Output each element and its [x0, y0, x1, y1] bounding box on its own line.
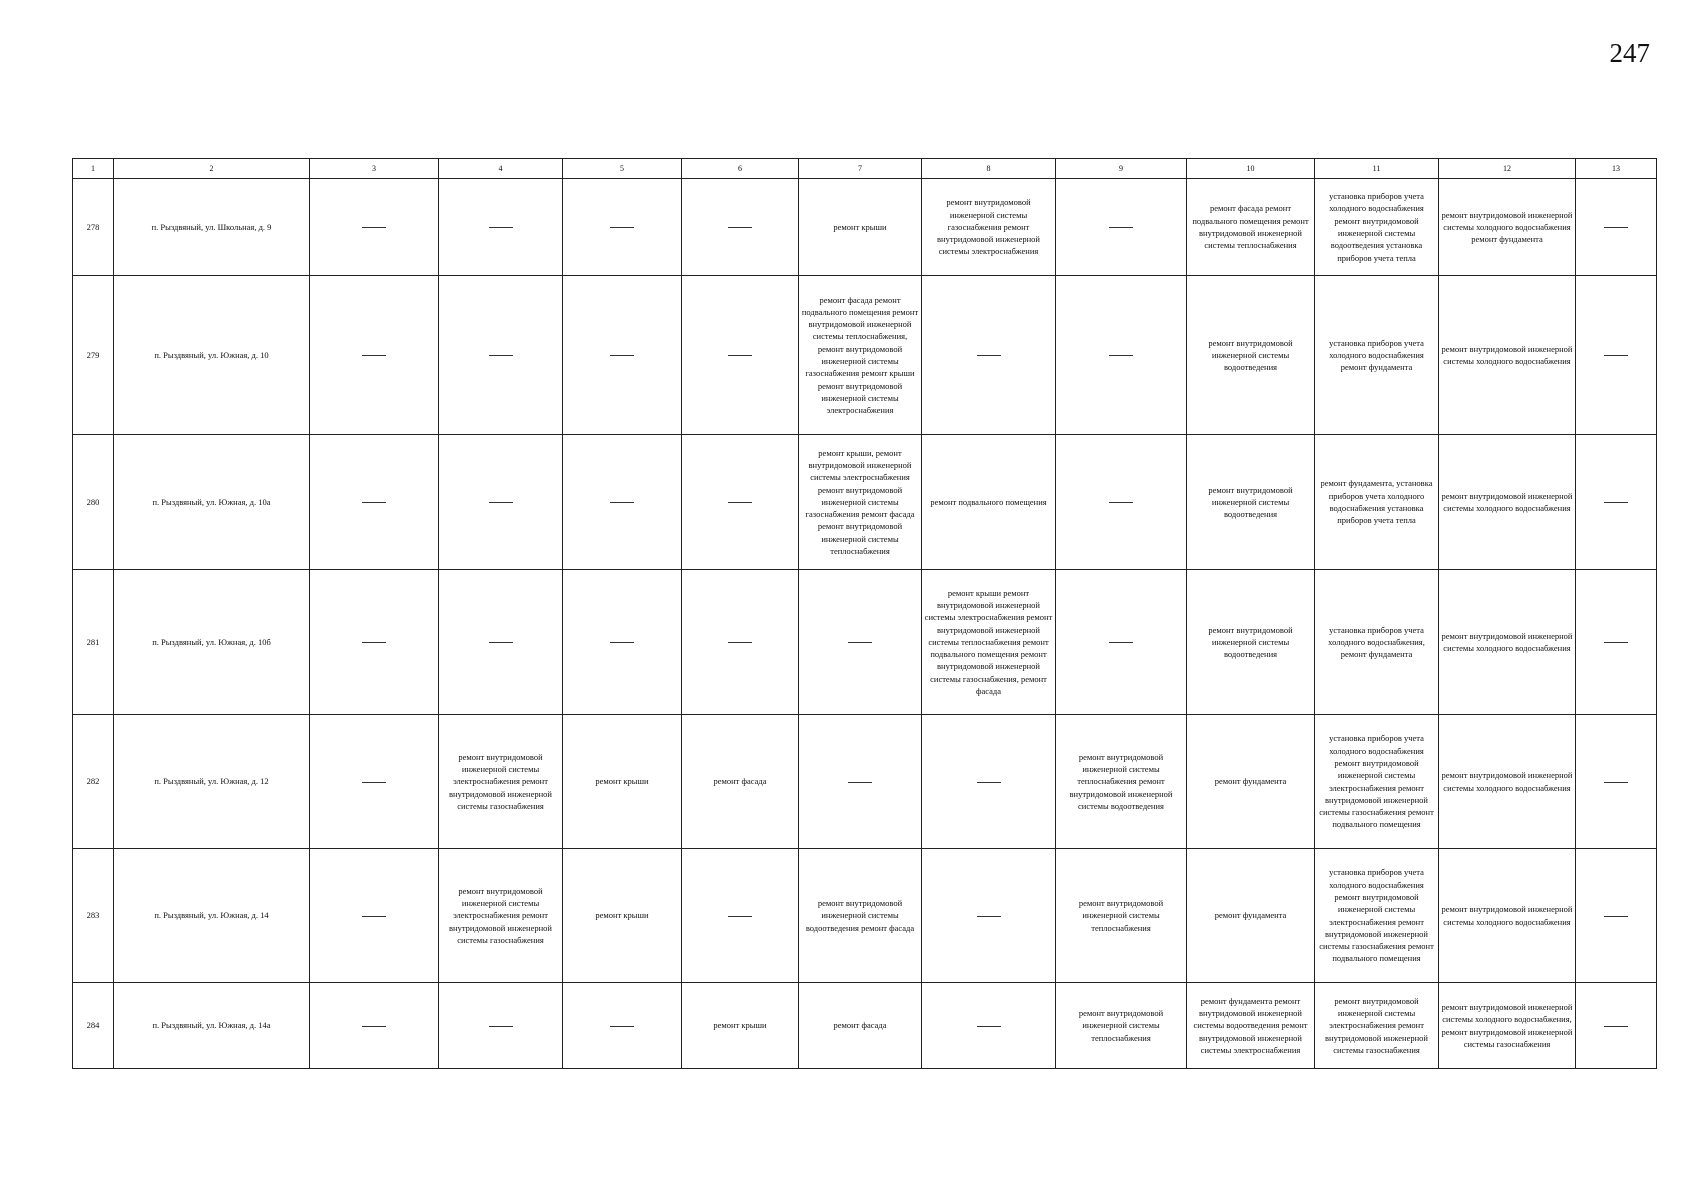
work-cell	[799, 715, 922, 849]
table-row	[73, 570, 1657, 715]
work-cell: ремонт внутридомовой инженерной системы водоотведения ремонт фасада	[799, 849, 922, 983]
work-cell	[563, 276, 682, 435]
dash-mark	[977, 782, 1001, 783]
work-cell: ремонт внутридомовой инженерной системы электроснабжения ремонт внутридомовой инженерной системы газоснабжения	[439, 715, 563, 849]
work-cell: установка приборов учета холодного водоснабжения ремонт внутридомовой инженерной системы водоотведения установка приборов учета тепла	[1315, 179, 1439, 276]
dash-mark	[610, 502, 634, 503]
work-cell	[922, 276, 1056, 435]
dash-mark	[489, 1026, 513, 1027]
dash-mark	[362, 642, 386, 643]
work-cell	[310, 435, 439, 570]
work-cell	[1576, 179, 1657, 276]
row-number: 280	[73, 435, 114, 570]
table-row	[73, 276, 1657, 435]
dash-mark	[1109, 355, 1133, 356]
work-cell	[682, 849, 799, 983]
header-cell: 4	[439, 159, 563, 179]
header-cell: 8	[922, 159, 1056, 179]
dash-mark	[362, 916, 386, 917]
work-cell	[563, 435, 682, 570]
dash-mark	[977, 916, 1001, 917]
work-cell	[1056, 276, 1187, 435]
dash-mark	[489, 227, 513, 228]
work-cell	[310, 849, 439, 983]
dash-mark	[1604, 1026, 1628, 1027]
dash-mark	[489, 502, 513, 503]
work-cell: ремонт внутридомовой инженерной системы холодного водоснабжения	[1439, 435, 1576, 570]
work-cell	[439, 983, 563, 1069]
address-cell: п. Рыздвяный, ул. Южная, д. 10б	[114, 570, 310, 715]
work-cell	[682, 435, 799, 570]
header-cell: 10	[1187, 159, 1315, 179]
work-cell: ремонт крыши	[563, 849, 682, 983]
dash-mark	[362, 502, 386, 503]
work-cell: ремонт внутридомовой инженерной системы теплоснабжения ремонт внутридомовой инженерной системы водоотведения	[1056, 715, 1187, 849]
dash-mark	[1109, 227, 1133, 228]
header-cell: 9	[1056, 159, 1187, 179]
dash-mark	[489, 355, 513, 356]
work-cell: ремонт фундамента ремонт внутридомовой инженерной системы водоотведения ремонт внутридомовой инженерной системы электроснабжения	[1187, 983, 1315, 1069]
work-cell	[1576, 715, 1657, 849]
header-cell: 3	[310, 159, 439, 179]
work-cell	[799, 570, 922, 715]
work-cell	[310, 179, 439, 276]
header-cell: 12	[1439, 159, 1576, 179]
work-cell	[1056, 435, 1187, 570]
page-number: 247	[1609, 38, 1650, 68]
dash-mark	[610, 642, 634, 643]
dash-mark	[489, 642, 513, 643]
address-cell: п. Рыздвяный, ул. Южная, д. 14а	[114, 983, 310, 1069]
dash-mark	[362, 355, 386, 356]
work-cell: ремонт крыши ремонт внутридомовой инженерной системы электроснабжения ремонт внутридомовой инженерной системы теплоснабжения ремонт подвального помещения ремонт внутридомовой инженерной системы газоснабжения, ремонт фасада	[922, 570, 1056, 715]
dash-mark	[362, 1026, 386, 1027]
work-cell	[563, 570, 682, 715]
header-cell: 13	[1576, 159, 1657, 179]
work-cell: ремонт внутридомовой инженерной системы водоотведения	[1187, 570, 1315, 715]
table-row	[73, 179, 1657, 276]
work-cell: ремонт внутридомовой инженерной системы электроснабжения ремонт внутридомовой инженерной системы газоснабжения	[1315, 983, 1439, 1069]
work-cell: ремонт внутридомовой инженерной системы холодного водоснабжения	[1439, 849, 1576, 983]
address-cell: п. Рыздвяный, ул. Школьная, д. 9	[114, 179, 310, 276]
work-cell	[439, 435, 563, 570]
work-cell: ремонт фундамента	[1187, 849, 1315, 983]
address-cell: п. Рыздвяный, ул. Южная, д. 14	[114, 849, 310, 983]
table-row	[73, 849, 1657, 983]
work-cell: ремонт внутридомовой инженерной системы холодного водоснабжения	[1439, 570, 1576, 715]
work-cell: ремонт фундамента	[1187, 715, 1315, 849]
dash-mark	[848, 642, 872, 643]
work-cell	[563, 179, 682, 276]
dash-mark	[1604, 642, 1628, 643]
dash-mark	[1604, 782, 1628, 783]
work-cell	[1576, 570, 1657, 715]
dash-mark	[610, 355, 634, 356]
work-cell	[310, 983, 439, 1069]
work-cell	[439, 179, 563, 276]
work-cell	[439, 276, 563, 435]
work-cell: ремонт фасада ремонт подвального помещения ремонт внутридомовой инженерной системы теплоснабжения	[1187, 179, 1315, 276]
work-cell	[1576, 435, 1657, 570]
dash-mark	[977, 1026, 1001, 1027]
work-cell	[1056, 179, 1187, 276]
header-cell: 5	[563, 159, 682, 179]
table-row	[73, 983, 1657, 1069]
address-cell: п. Рыздвяный, ул. Южная, д. 12	[114, 715, 310, 849]
work-cell	[682, 570, 799, 715]
work-cell	[682, 276, 799, 435]
work-cell	[310, 715, 439, 849]
table-row	[73, 715, 1657, 849]
work-cell: ремонт внутридомовой инженерной системы электроснабжения ремонт внутридомовой инженерной системы газоснабжения	[439, 849, 563, 983]
dash-mark	[1604, 227, 1628, 228]
table-row	[73, 435, 1657, 570]
row-number: 281	[73, 570, 114, 715]
work-cell: установка приборов учета холодного водоснабжения ремонт фундамента	[1315, 276, 1439, 435]
header-cell: 6	[682, 159, 799, 179]
work-cell: ремонт внутридомовой инженерной системы газоснабжения ремонт внутридомовой инженерной системы электроснабжения	[922, 179, 1056, 276]
work-cell: ремонт внутридомовой инженерной системы теплоснабжения	[1056, 983, 1187, 1069]
work-cell	[922, 715, 1056, 849]
dash-mark	[1604, 355, 1628, 356]
work-cell: ремонт крыши	[563, 715, 682, 849]
work-cell: установка приборов учета холодного водоснабжения ремонт внутридомовой инженерной системы электроснабжения ремонт внутридомовой инженерной системы газоснабжения ремонт подвального помещения	[1315, 849, 1439, 983]
work-cell: ремонт внутридомовой инженерной системы водоотведения	[1187, 276, 1315, 435]
work-cell: ремонт крыши	[799, 179, 922, 276]
dash-mark	[728, 916, 752, 917]
row-number: 283	[73, 849, 114, 983]
work-cell: ремонт фасада	[682, 715, 799, 849]
header-cell: 2	[114, 159, 310, 179]
capital-repair-table	[72, 158, 1657, 1069]
work-cell	[310, 276, 439, 435]
header-cell: 11	[1315, 159, 1439, 179]
work-cell	[310, 570, 439, 715]
work-cell: установка приборов учета холодного водоснабжения ремонт внутридомовой инженерной системы электроснабжения ремонт внутридомовой инженерной системы газоснабжения ремонт подвального помещения	[1315, 715, 1439, 849]
header-cell: 7	[799, 159, 922, 179]
dash-mark	[610, 227, 634, 228]
work-cell: ремонт крыши, ремонт внутридомовой инженерной системы электроснабжения ремонт внутридомовой инженерной системы газоснабжения ремонт фасада ремонт внутридомовой инженерной системы теплоснабжения	[799, 435, 922, 570]
address-cell: п. Рыздвяный, ул. Южная, д. 10	[114, 276, 310, 435]
dash-mark	[362, 227, 386, 228]
dash-mark	[1604, 502, 1628, 503]
work-cell: ремонт фундамента, установка приборов учета холодного водоснабжения установка приборов учета тепла	[1315, 435, 1439, 570]
row-number: 282	[73, 715, 114, 849]
row-number: 284	[73, 983, 114, 1069]
work-cell: ремонт крыши	[682, 983, 799, 1069]
address-cell: п. Рыздвяный, ул. Южная, д. 10а	[114, 435, 310, 570]
work-cell	[1056, 570, 1187, 715]
work-cell: ремонт подвального помещения	[922, 435, 1056, 570]
dash-mark	[728, 502, 752, 503]
row-number: 278	[73, 179, 114, 276]
work-cell: установка приборов учета холодного водоснабжения, ремонт фундамента	[1315, 570, 1439, 715]
work-cell: ремонт внутридомовой инженерной системы холодного водоснабжения ремонт фундамента	[1439, 179, 1576, 276]
dash-mark	[1109, 502, 1133, 503]
work-cell	[1576, 849, 1657, 983]
dash-mark	[728, 227, 752, 228]
row-number: 279	[73, 276, 114, 435]
header-row	[73, 159, 1657, 179]
dash-mark	[1604, 916, 1628, 917]
dash-mark	[977, 355, 1001, 356]
dash-mark	[848, 782, 872, 783]
work-cell: ремонт внутридомовой инженерной системы холодного водоснабжения	[1439, 276, 1576, 435]
work-cell	[922, 849, 1056, 983]
work-cell	[1576, 983, 1657, 1069]
work-cell	[922, 983, 1056, 1069]
work-cell	[439, 570, 563, 715]
dash-mark	[610, 1026, 634, 1027]
dash-mark	[728, 355, 752, 356]
dash-mark	[728, 642, 752, 643]
work-cell	[682, 179, 799, 276]
work-cell	[1576, 276, 1657, 435]
work-cell: ремонт внутридомовой инженерной системы водоотведения	[1187, 435, 1315, 570]
dash-mark	[362, 782, 386, 783]
work-cell: ремонт внутридомовой инженерной системы теплоснабжения	[1056, 849, 1187, 983]
dash-mark	[1109, 642, 1133, 643]
work-cell: ремонт фасада ремонт подвального помещения ремонт внутридомовой инженерной системы теплоснабжения, ремонт внутридомовой инженерной системы газоснабжения ремонт крыши ремонт внутридомовой инженерной системы электроснабжения	[799, 276, 922, 435]
work-cell: ремонт фасада	[799, 983, 922, 1069]
work-cell	[563, 983, 682, 1069]
work-cell: ремонт внутридомовой инженерной системы холодного водоснабжения, ремонт внутридомовой инженерной системы газоснабжения	[1439, 983, 1576, 1069]
work-cell: ремонт внутридомовой инженерной системы холодного водоснабжения	[1439, 715, 1576, 849]
header-cell: 1	[73, 159, 114, 179]
